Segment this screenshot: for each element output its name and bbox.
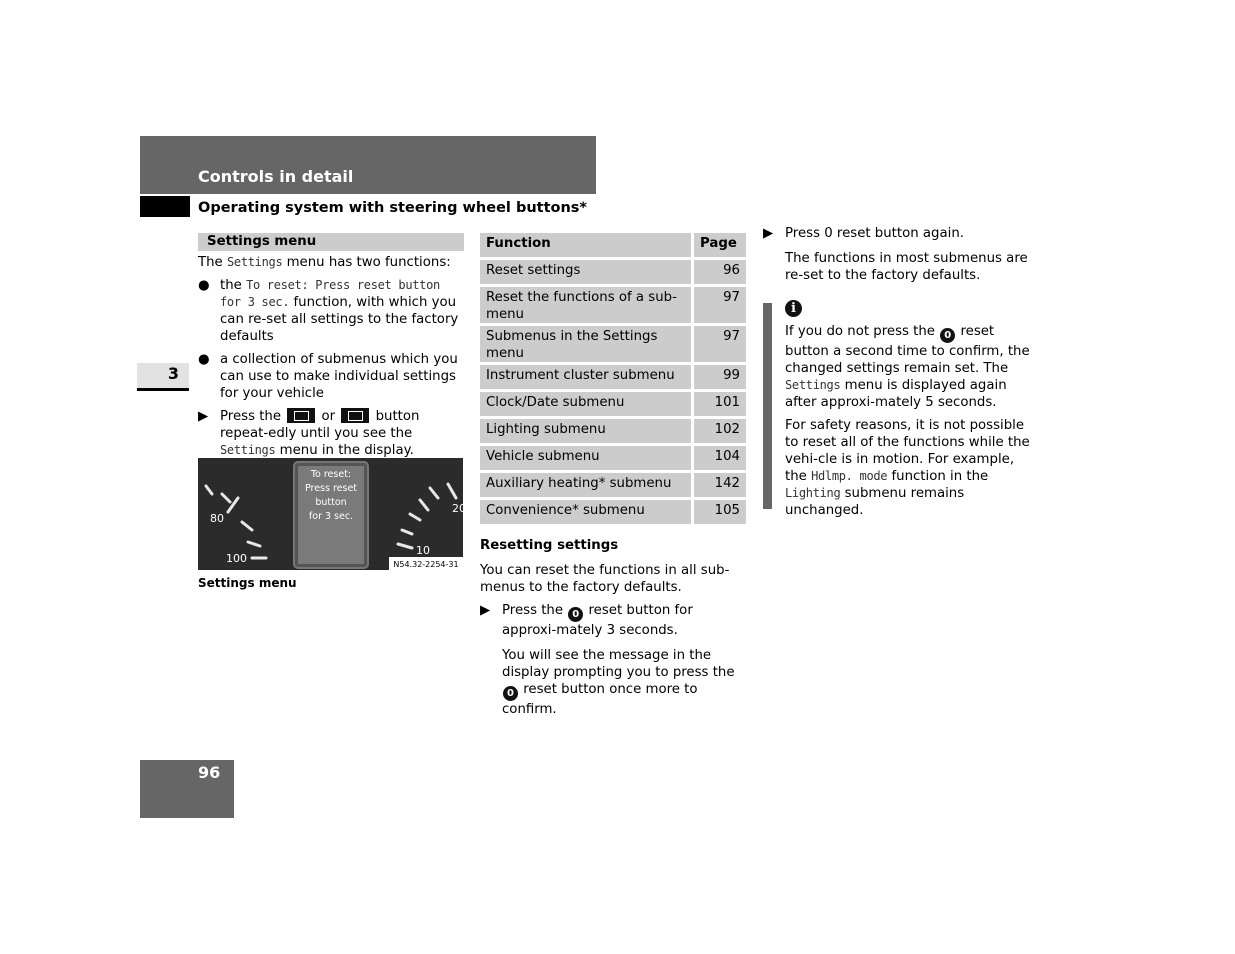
display-line-4: for 3 sec. xyxy=(308,511,354,522)
info-box xyxy=(785,300,1033,525)
gauge-label-80: 80 xyxy=(210,512,224,525)
chapter-tab xyxy=(137,363,189,391)
table-cell-page: 142 xyxy=(691,473,746,500)
middle-column xyxy=(480,233,746,718)
table-cell-function: Auxiliary heating* submenu xyxy=(480,473,691,500)
left-column xyxy=(198,233,464,465)
table-row xyxy=(480,260,746,287)
column-header-function: Function xyxy=(480,233,691,260)
right-column xyxy=(763,225,1033,284)
table-row xyxy=(480,392,746,419)
table-cell-function: Reset settings xyxy=(480,260,691,287)
info-paragraph-2: For safety reasons, it is not possible to reset all of the functions while the vehi-cle is in motion. For example, the Hdlmp. mode function in the Lighting submenu remains unchanged. xyxy=(785,418,1030,518)
figure-reference-code: N54.32-2254-31 xyxy=(393,560,459,569)
table-row xyxy=(480,287,746,326)
table-cell-function: Reset the functions of a sub-menu xyxy=(480,287,691,326)
display-line-3: button xyxy=(315,497,347,508)
reset-button-icon: 0 xyxy=(503,686,518,701)
instruction-step: ▶ Press 0 reset button again. xyxy=(763,226,964,241)
instruction-step: ▶ Press the 0 reset button for approxi-mately 3 seconds. xyxy=(480,603,693,638)
arrow-icon: ▶ xyxy=(198,409,209,424)
table-cell-function: Submenus in the Settings menu xyxy=(480,326,691,365)
table-cell-function: Clock/Date submenu xyxy=(480,392,691,419)
resetting-intro: You can reset the functions in all sub-menus to the factory defaults. xyxy=(480,563,730,595)
table-cell-page: 105 xyxy=(691,500,746,527)
display-line-2: Press reset xyxy=(304,483,358,494)
gauge-label-100: 100 xyxy=(226,552,247,565)
table-row xyxy=(480,365,746,392)
table-cell-function: Vehicle submenu xyxy=(480,446,691,473)
info-paragraph-1: If you do not press the 0 reset button a second time to confirm, the changed settings remain set. The Settings menu is displayed again after approxi-mately 5 seconds. xyxy=(785,324,1030,410)
list-item: ● a collection of submenus which you can use to make individual settings for your vehicle xyxy=(198,352,458,401)
resetting-heading: Resetting settings xyxy=(480,538,619,553)
menu-down-button-icon xyxy=(341,408,369,423)
table-cell-page: 96 xyxy=(691,260,746,287)
table-row xyxy=(480,500,746,527)
instruction-step: ▶ Press the or button repeat-edly until you see the Settings menu in the display. xyxy=(198,409,420,458)
gauge-label-20: 20 xyxy=(452,502,466,515)
arrow-icon: ▶ xyxy=(480,603,491,618)
page-title: Controls in detail xyxy=(198,167,354,186)
info-icon: i xyxy=(785,300,802,317)
table-cell-page: 97 xyxy=(691,326,746,365)
table-cell-function: Convenience* submenu xyxy=(480,500,691,527)
function-table xyxy=(480,233,746,527)
table-cell-function: Instrument cluster submenu xyxy=(480,365,691,392)
page-subtitle: Operating system with steering wheel buttons* xyxy=(198,200,588,216)
figure-caption: Settings menu xyxy=(198,576,297,590)
intro-paragraph: The Settings menu has two functions: xyxy=(198,255,451,270)
instrument-cluster-illustration xyxy=(198,458,466,570)
gauge-label-10: 10 xyxy=(416,544,430,557)
table-row xyxy=(480,473,746,500)
chapter-number: 3 xyxy=(167,364,179,383)
display-message-note: You will see the message in the display prompting you to press the 0 reset button once more to confirm. xyxy=(502,648,735,717)
table-row xyxy=(480,419,746,446)
info-sidebar xyxy=(763,303,772,509)
page-number-box xyxy=(140,760,234,818)
table-cell-page: 101 xyxy=(691,392,746,419)
table-cell-page: 102 xyxy=(691,419,746,446)
page-number: 96 xyxy=(198,763,221,782)
section-heading: Settings menu xyxy=(198,233,464,251)
table-cell-page: 104 xyxy=(691,446,746,473)
list-item: ● the To reset: Press reset button for 3 sec. function, with which you can re-set all settings to the factory defaults xyxy=(198,278,459,344)
table-cell-page: 97 xyxy=(691,287,746,326)
column-header-page: Page xyxy=(691,233,746,260)
arrow-icon: ▶ xyxy=(763,226,774,241)
result-note: The functions in most submenus are re-set to the factory defaults. xyxy=(785,251,1028,283)
table-row xyxy=(480,446,746,473)
section-marker xyxy=(140,196,190,217)
bullet-icon: ● xyxy=(198,352,210,367)
bullet-icon: ● xyxy=(198,278,210,293)
table-header-row xyxy=(480,233,746,260)
instrument-cluster-image xyxy=(198,458,466,570)
reset-button-icon: 0 xyxy=(940,328,955,343)
reset-button-icon: 0 xyxy=(568,607,583,622)
table-cell-page: 99 xyxy=(691,365,746,392)
table-row xyxy=(480,326,746,365)
menu-up-button-icon xyxy=(287,408,315,423)
table-cell-function: Lighting submenu xyxy=(480,419,691,446)
display-line-1: To reset: xyxy=(310,469,352,480)
